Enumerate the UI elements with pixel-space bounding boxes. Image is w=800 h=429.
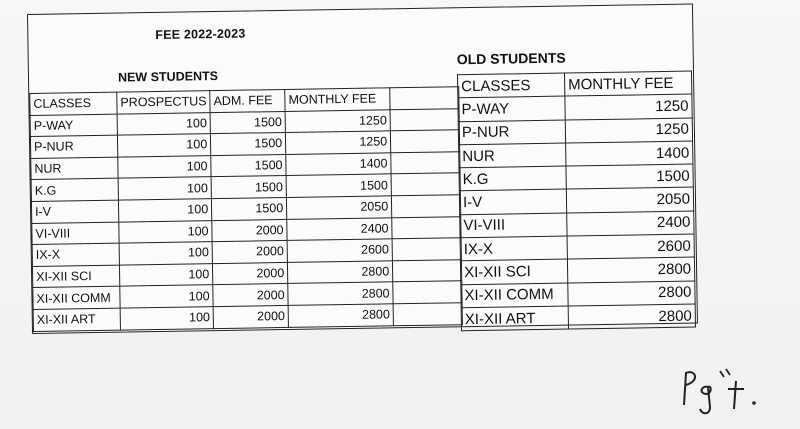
new-cell-monthly-fee: 1250: [286, 131, 391, 154]
new-cell-monthly-fee: 2050: [287, 196, 392, 219]
new-col-blank: [390, 87, 459, 110]
new-cell-adm-fee: 1500: [211, 176, 286, 199]
document-title: FEE 2022-2023: [155, 26, 246, 42]
old-cell-class: NUR: [459, 143, 566, 168]
new-cell-adm-fee: 1500: [210, 111, 285, 134]
new-cell-blank: [392, 238, 461, 261]
new-col-classes: CLASSES: [30, 92, 117, 115]
old-cell-monthly-fee: 2600: [567, 234, 694, 259]
new-cell-blank: [391, 151, 460, 174]
handwritten-signature: [674, 363, 774, 423]
new-cell-prospectus: 100: [118, 199, 211, 222]
new-cell-monthly-fee: 2600: [287, 239, 392, 262]
new-cell-class: IX-X: [32, 243, 119, 266]
old-cell-class: XI-XII SCI: [460, 259, 567, 284]
new-cell-class: XI-XII ART: [33, 308, 120, 331]
new-cell-adm-fee: 2000: [213, 262, 288, 285]
new-cell-blank: [391, 173, 460, 196]
new-col-prospectus: PROSPECTUS: [117, 91, 210, 114]
new-cell-class: VI-VIII: [32, 222, 119, 245]
old-cell-monthly-fee: 2800: [568, 304, 695, 329]
new-cell-class: I-V: [31, 200, 118, 223]
new-cell-monthly-fee: 2800: [288, 261, 393, 284]
new-cell-blank: [391, 130, 460, 153]
new-cell-monthly-fee: 1250: [285, 109, 390, 132]
new-cell-class: K.G: [31, 178, 118, 201]
new-students-heading: NEW STUDENTS: [117, 69, 219, 85]
new-cell-monthly-fee: 2400: [287, 217, 392, 240]
new-cell-class: NUR: [31, 157, 118, 180]
old-cell-class: XI-XII ART: [461, 306, 568, 331]
old-cell-monthly-fee: 2400: [567, 211, 694, 236]
old-cell-class: I-V: [459, 190, 566, 215]
old-students-table: [457, 71, 696, 332]
old-table-body: [458, 94, 696, 331]
new-cell-adm-fee: 2000: [212, 219, 287, 242]
new-cell-monthly-fee: 1500: [286, 174, 391, 197]
old-cell-class: K.G: [459, 166, 566, 191]
new-cell-blank: [393, 281, 462, 304]
new-cell-prospectus: 100: [118, 155, 211, 178]
new-students-table: [29, 86, 463, 331]
fee-table-frame: [27, 4, 698, 334]
new-cell-prospectus: 100: [120, 285, 213, 308]
new-cell-prospectus: 100: [119, 220, 212, 243]
new-cell-adm-fee: 1500: [211, 133, 286, 156]
new-cell-prospectus: 100: [120, 307, 213, 330]
new-cell-prospectus: 100: [117, 134, 210, 157]
old-cell-monthly-fee: 1400: [566, 141, 693, 166]
new-cell-monthly-fee: 1400: [286, 153, 391, 176]
old-col-monthly-fee: MONTHLY FEE: [564, 71, 691, 96]
new-col-adm-fee: ADM. FEE: [210, 89, 285, 112]
old-cell-monthly-fee: 1250: [565, 118, 692, 143]
old-cell-monthly-fee: 2800: [567, 257, 694, 282]
new-cell-blank: [392, 195, 461, 218]
new-cell-prospectus: 100: [117, 112, 210, 135]
new-cell-blank: [392, 216, 461, 239]
new-cell-prospectus: 100: [119, 263, 212, 286]
new-cell-adm-fee: 2000: [212, 241, 287, 264]
old-cell-monthly-fee: 1500: [566, 164, 693, 189]
new-cell-blank: [393, 303, 462, 326]
old-cell-monthly-fee: 1250: [565, 94, 692, 119]
old-cell-monthly-fee: 2800: [568, 281, 695, 306]
new-cell-adm-fee: 2000: [213, 305, 288, 328]
old-cell-class: IX-X: [460, 236, 567, 261]
new-cell-adm-fee: 2000: [213, 284, 288, 307]
new-cell-blank: [393, 259, 462, 282]
old-cell-monthly-fee: 2050: [566, 188, 693, 213]
old-cell-class: P-NUR: [458, 120, 565, 145]
new-cell-blank: [390, 108, 459, 131]
new-cell-class: XI-XII SCI: [32, 265, 119, 288]
new-cell-monthly-fee: 2800: [288, 282, 393, 305]
old-cell-class: XI-XII COMM: [461, 283, 568, 308]
old-cell-class: P-WAY: [458, 96, 565, 121]
new-cell-adm-fee: 1500: [211, 154, 286, 177]
new-col-monthly-fee: MONTHLY FEE: [285, 88, 390, 111]
old-cell-class: VI-VIII: [460, 213, 567, 238]
new-cell-class: XI-XII COMM: [33, 286, 120, 309]
old-students-heading: OLD STUDENTS: [456, 49, 566, 68]
new-cell-prospectus: 100: [118, 177, 211, 200]
new-cell-class: P-NUR: [30, 135, 117, 158]
new-cell-adm-fee: 1500: [212, 197, 287, 220]
new-cell-prospectus: 100: [119, 242, 212, 265]
new-cell-monthly-fee: 2800: [288, 304, 393, 327]
new-cell-class: P-WAY: [30, 114, 117, 137]
new-table-body: [30, 108, 462, 331]
old-table-row: [461, 304, 695, 331]
old-col-classes: CLASSES: [458, 73, 565, 98]
